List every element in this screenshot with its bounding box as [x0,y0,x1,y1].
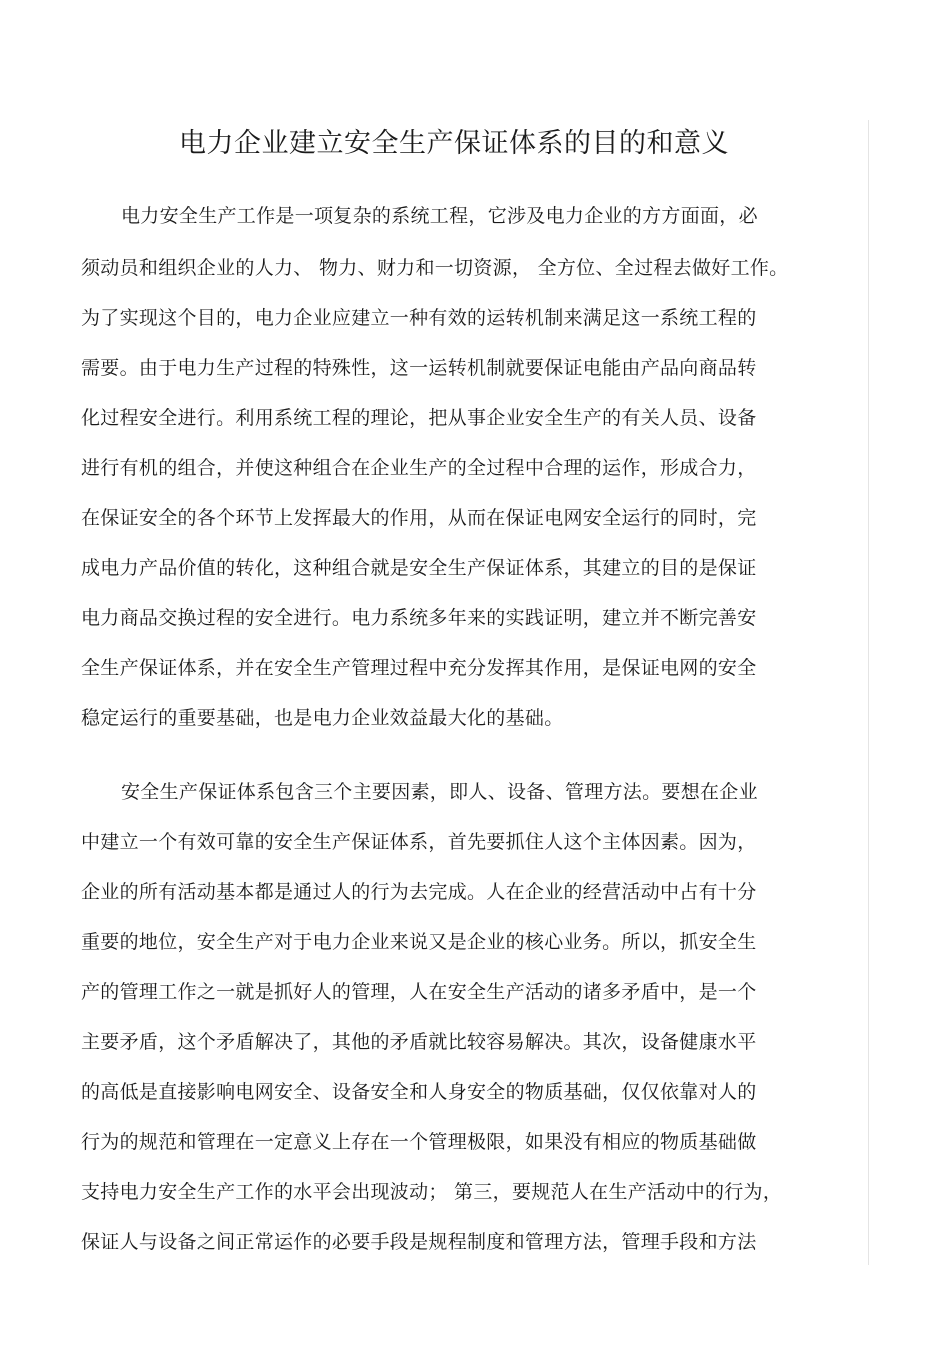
text-line: 电力安全生产工作是一项复杂的系统工程，它涉及电力企业的方方面面，必 [121,205,758,227]
text-line: 产的管理工作之一就是抓好人的管理，人在安全生产活动的诸多矛盾中，是一个 [81,981,757,1003]
text-line: 为了实现这个目的，电力企业应建立一种有效的运转机制来满足这一系统工程的 [81,307,757,329]
text-line: 电力商品交换过程的安全进行。电力系统多年来的实践证明，建立并不断完善安 [81,607,757,629]
text-line: 稳定运行的重要基础，也是电力企业效益最大化的基础。 [81,707,564,729]
page-edge-rule [868,120,869,1265]
text-line: 主要矛盾，这个矛盾解决了，其他的矛盾就比较容易解决。其次，设备健康水平 [81,1031,757,1053]
text-line: 企业的所有活动基本都是通过人的行为去完成。人在企业的经营活动中占有十分 [81,881,757,903]
text-line: 进行有机的组合，并使这种组合在企业生产的全过程中合理的运作，形成合力， [81,457,757,479]
text-line: 须动员和组织企业的人力、 物力、财力和一切资源， 全方位、全过程去做好工作。 [81,257,789,279]
text-line: 的高低是直接影响电网安全、设备安全和人身安全的物质基础，仅仅依靠对人的 [81,1081,757,1103]
text-line: 成电力产品价值的转化，这种组合就是安全生产保证体系，其建立的目的是保证 [81,557,757,579]
text-line: 行为的规范和管理在一定意义上存在一个管理极限，如果没有相应的物质基础做 [81,1131,757,1153]
text-line: 安全生产保证体系包含三个主要因素，即人、设备、管理方法。要想在企业 [121,781,758,803]
text-line: 中建立一个有效可靠的安全生产保证体系，首先要抓住人这个主体因素。因为， [81,831,757,853]
text-line: 重要的地位，安全生产对于电力企业来说又是企业的核心业务。所以，抓安全生 [81,931,757,953]
text-line: 全生产保证体系，并在安全生产管理过程中充分发挥其作用，是保证电网的安全 [81,657,757,679]
text-line: 需要。由于电力生产过程的特殊性，这一运转机制就要保证电能由产品向商品转 [81,357,757,379]
text-line: 支持电力安全生产工作的水平会出现波动； 第三，要规范人在生产活动中的行为， [81,1181,783,1203]
text-line: 在保证安全的各个环节上发挥最大的作用，从而在保证电网安全运行的同时，完 [81,507,757,529]
document-title: 电力企业建立安全生产保证体系的目的和意义 [179,128,729,159]
text-line: 化过程安全进行。利用系统工程的理论，把从事企业安全生产的有关人员、设备 [81,407,757,429]
text-line: 保证人与设备之间正常运作的必要手段是规程制度和管理方法，管理手段和方法 [81,1231,757,1253]
